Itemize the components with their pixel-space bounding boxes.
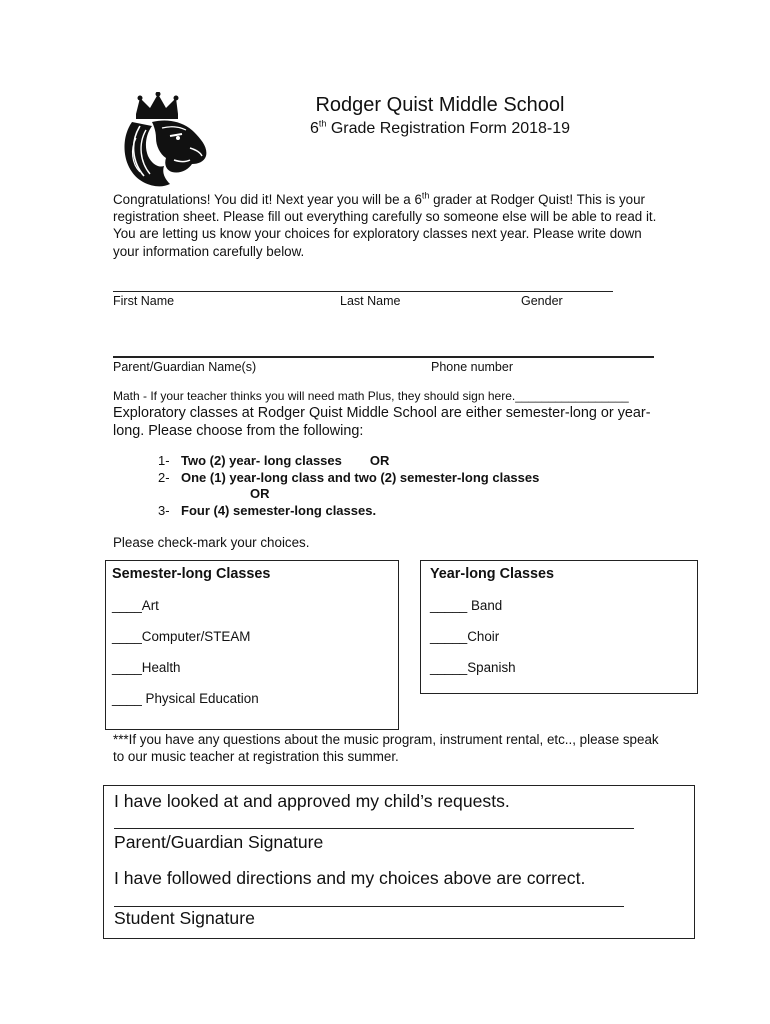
semester-item-art[interactable]: ____Art: [112, 598, 159, 613]
parent-signature-label: Parent/Guardian Signature: [114, 832, 324, 852]
option-3-number: 3-: [158, 503, 170, 518]
form-grade-suffix: th: [318, 118, 327, 129]
school-name: Rodger Quist Middle School: [315, 94, 565, 116]
option-3: [158, 503, 601, 518]
phone-label: Phone number: [431, 360, 514, 374]
student-name-line[interactable]: [113, 279, 613, 292]
yearlong-heading: Year-long Classes: [430, 566, 554, 582]
option-2-number: 2-: [158, 470, 170, 485]
last-name-label: Last Name: [340, 294, 401, 308]
signature-box: [103, 785, 695, 939]
yearlong-item-choir[interactable]: _____Choir: [430, 629, 500, 644]
yearlong-item-spanish[interactable]: _____Spanish: [430, 660, 516, 675]
semester-classes-box: [105, 560, 399, 730]
intro-sup: th: [421, 190, 430, 201]
option-2: [158, 470, 621, 485]
first-name-label: First Name: [113, 294, 175, 308]
option-2-text: One (1) year-long class and two (2) semester-long classes: [181, 470, 540, 485]
lion-crown-icon: [118, 92, 216, 192]
intro-part1: Congratulations! You did it! Next year you will be a 6: [113, 192, 422, 207]
student-signature-label: Student Signature: [114, 908, 255, 928]
parent-name-line[interactable]: [113, 356, 654, 358]
form-title: [230, 120, 650, 138]
semester-item-physical-education[interactable]: ____ Physical Education: [112, 691, 259, 706]
semester-heading: Semester-long Classes: [112, 566, 271, 582]
student-statement: I have followed directions and my choices above are correct.: [114, 868, 586, 888]
form-title-rest: Grade Registration Form 2018-19: [326, 120, 571, 137]
semester-item-health[interactable]: ____Health: [112, 660, 181, 675]
parent-name-label: Parent/Guardian Name(s): [113, 360, 257, 374]
option-or: OR: [250, 486, 270, 501]
checkmark-prompt: Please check-mark your choices.: [113, 535, 310, 550]
parent-signature-line[interactable]: [114, 814, 634, 829]
math-note: Math - If your teacher thinks you will need math Plus, they should sign here._________________: [113, 389, 629, 403]
student-signature-line[interactable]: [114, 892, 624, 907]
form-grade: 6: [309, 120, 319, 137]
intro-paragraph: [113, 191, 663, 260]
parent-approval-statement: I have looked at and approved my child’s requests.: [114, 791, 510, 811]
exploratory-text: Exploratory classes at Rodger Quist Middle School are either semester-long or year-long. Please choose from the following:: [113, 405, 651, 439]
yearlong-classes-box: [420, 560, 698, 694]
intro-part2: grader at Rodger Quist! This is your registration sheet. Please fill out everything carefully so someone else will be able to read it. You are letting us know your choices for exploratory classes next year. Please write down your information carefully below.: [113, 192, 657, 259]
option-1-number: 1-: [158, 453, 170, 468]
option-1-text: Two (2) year- long classes: [181, 453, 342, 468]
music-note: ***If you have any questions about the music program, instrument rental, etc.., please speak to our music teacher at registration this summer.: [113, 732, 659, 764]
school-logo: [118, 92, 216, 192]
gender-label: Gender: [521, 294, 563, 308]
option-3-text: Four (4) semester-long classes.: [181, 503, 377, 518]
option-1-or: OR: [369, 453, 390, 468]
semester-item-computer-steam[interactable]: ____Computer/STEAM: [112, 629, 251, 644]
yearlong-item-band[interactable]: _____ Band: [430, 598, 503, 613]
option-1: [158, 453, 601, 468]
